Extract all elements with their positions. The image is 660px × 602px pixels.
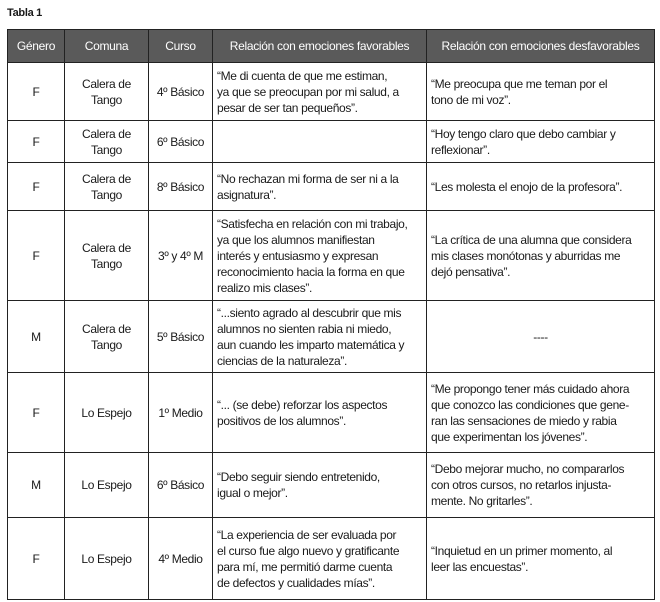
table-row [8, 163, 655, 211]
cell-desfavorable: “Inquietud en un primer momento, al leer las encuestas”. [427, 518, 655, 600]
cell-favorable: “No rechazan mi forma de ser ni a la asignatura”. [213, 163, 427, 211]
cell-genero: M [8, 453, 65, 518]
cell-comuna: Calera de Tango [65, 301, 149, 373]
table-row [8, 121, 655, 163]
table-caption: Tabla 1 [7, 7, 42, 19]
table-row [8, 373, 655, 453]
cell-favorable [213, 121, 427, 163]
cell-favorable: “Me di cuenta de que me estiman, ya que se preocupan por mi salud, a pesar de ser tan pequeños”. [213, 63, 427, 121]
cell-curso: 5º Básico [149, 301, 213, 373]
cell-curso: 4º Básico [149, 63, 213, 121]
table-row [8, 63, 655, 121]
cell-genero: F [8, 63, 65, 121]
table-row [8, 518, 655, 600]
cell-curso: 3º y 4º M [149, 211, 213, 301]
cell-favorable: “Satisfecha en relación con mi trabajo, ya que los alumnos manifiestan interés y entusiasmo y expresan reconocimiento hacia la forma en que realizo mis clases”. [213, 211, 427, 301]
table-row [8, 211, 655, 301]
cell-comuna: Calera de Tango [65, 63, 149, 121]
cell-comuna: Lo Espejo [65, 373, 149, 453]
cell-genero: F [8, 211, 65, 301]
cell-comuna: Lo Espejo [65, 453, 149, 518]
cell-genero: M [8, 301, 65, 373]
cell-genero: F [8, 163, 65, 211]
cell-comuna: Calera de Tango [65, 211, 149, 301]
cell-curso: 6º Básico [149, 121, 213, 163]
cell-comuna: Calera de Tango [65, 163, 149, 211]
cell-favorable: “... (se debe) reforzar los aspectos positivos de los alumnos”. [213, 373, 427, 453]
cell-desfavorable: “Les molesta el enojo de la profesora”. [427, 163, 655, 211]
cell-genero: F [8, 373, 65, 453]
cell-comuna: Lo Espejo [65, 518, 149, 600]
cell-curso: 4º Medio [149, 518, 213, 600]
emotions-table [7, 29, 655, 600]
header-genero: Género [8, 30, 65, 63]
cell-desfavorable: “Debo mejorar mucho, no compararlos con otros cursos, no retarlos injusta- mente. No gritarles”. [427, 453, 655, 518]
cell-favorable: “La experiencia de ser evaluada por el curso fue algo nuevo y gratificante para mí, me permitió darme cuenta de defectos y cualidades mías”. [213, 518, 427, 600]
table-row [8, 301, 655, 373]
cell-desfavorable: “La crítica de una alumna que considera mis clases monótonas y aburridas me dejó pensativa”. [427, 211, 655, 301]
cell-genero: F [8, 121, 65, 163]
cell-favorable: “...siento agrado al descubrir que mis alumnos no sienten rabia ni miedo, aun cuando les imparto matemática y ciencias de la naturaleza”. [213, 301, 427, 373]
cell-curso: 1º Medio [149, 373, 213, 453]
cell-curso: 8º Básico [149, 163, 213, 211]
table-row [8, 453, 655, 518]
header-comuna: Comuna [65, 30, 149, 63]
cell-favorable: “Debo seguir siendo entretenido, igual o mejor”. [213, 453, 427, 518]
table-header-row [8, 30, 655, 63]
header-desfavorables: Relación con emociones desfavorables [427, 30, 655, 63]
cell-curso: 6º Básico [149, 453, 213, 518]
cell-desfavorable: “Me preocupa que me teman por el tono de mi voz”. [427, 63, 655, 121]
cell-desfavorable: “Hoy tengo claro que debo cambiar y reflexionar”. [427, 121, 655, 163]
header-curso: Curso [149, 30, 213, 63]
cell-genero: F [8, 518, 65, 600]
cell-desfavorable: ---- [427, 301, 655, 373]
header-favorables: Relación con emociones favorables [213, 30, 427, 63]
cell-comuna: Calera de Tango [65, 121, 149, 163]
cell-desfavorable: “Me propongo tener más cuidado ahora que conozco las condiciones que gene- ran las sensaciones de miedo y rabia que experimentan los jóvenes”. [427, 373, 655, 453]
